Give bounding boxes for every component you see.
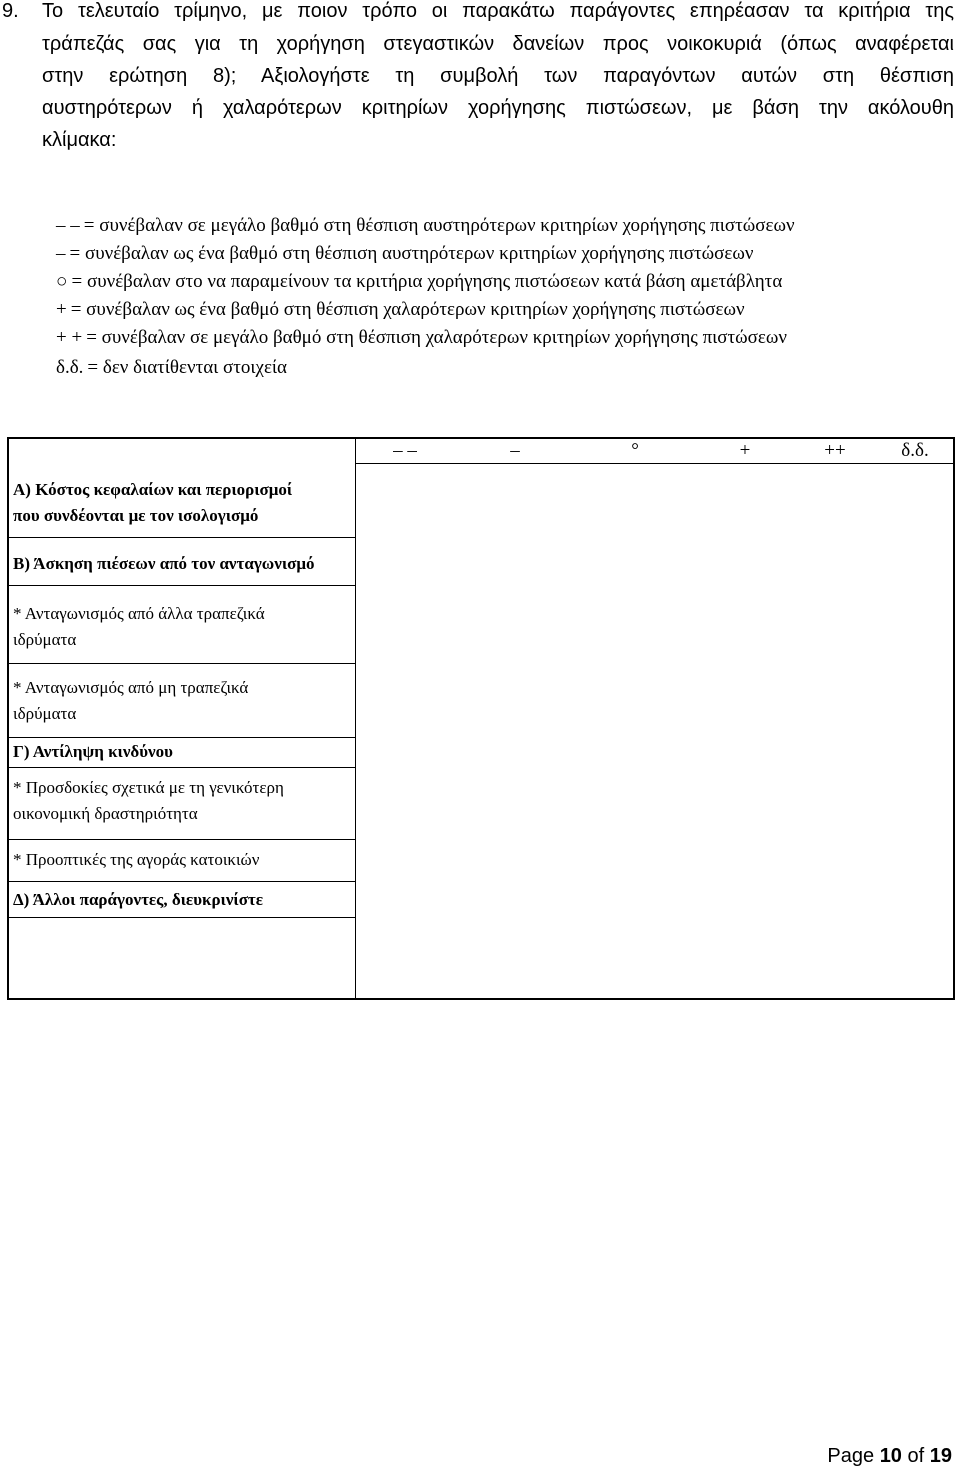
column-header: ++ [824,440,846,461]
table-row-label [13,887,263,913]
legend-symbol: + + [56,327,83,348]
question-line: αυστηρότερων ή χαλαρότερων κριτηρίων χορήγησης πιστώσεων, με βάση την ακόλουθη [42,97,954,119]
row-divider [9,881,355,882]
legend-symbol: – [56,243,66,264]
question-line: Το τελευταίο τρίμηνο, με ποιον τρόπο οι παρακάτω παράγοντες επηρέασαν τα κριτήρια της [42,0,954,22]
row-divider [9,737,355,738]
legend-description: = συνέβαλαν ως ένα βαθμό στη θέσπιση χαλαρότερων κριτηρίων χορήγησης πιστώσεων [70,299,745,320]
column-header: ° [631,440,639,461]
legend-symbol: – – [56,215,80,236]
table-row-label [13,775,284,827]
legend-item [56,214,795,238]
question-number: 9. [2,0,19,22]
row-label-line: * Ανταγωνισμός από άλλα τραπεζικά [13,604,265,623]
question-line: κλίμακα: [42,129,117,151]
table-row-label [13,551,314,577]
row-divider [9,663,355,664]
column-header: + [739,440,751,461]
row-label-line: Α) Κόστος κεφαλαίων και περιορισμοί [13,480,293,499]
of-word: of [907,1445,925,1467]
row-label-line: οικονομική δραστηριότητα [13,804,198,823]
rating-table [7,437,955,1000]
question-block [0,0,958,160]
column-header: – [510,440,520,461]
legend-symbol: + [56,299,67,320]
row-label-line: * Προοπτικές της αγοράς κατοικιών [13,850,260,869]
row-divider [9,585,355,586]
row-label-line: ιδρύματα [13,704,77,723]
row-label-line: που συνδέονται με τον ισολογισμό [13,506,259,525]
legend-description: = συνέβαλαν σε μεγάλο βαθμό στη θέσπιση χαλαρότερων κριτηρίων χορήγησης πιστώσεων [86,327,787,348]
column-divider [355,439,356,998]
row-label-line: ιδρύματα [13,630,77,649]
row-divider [9,917,355,918]
legend-item [56,356,287,380]
legend-description: = συνέβαλαν σε μεγάλο βαθμό στη θέσπιση αυστηρότερων κριτηρίων χορήγησης πιστώσεων [83,215,795,236]
question-line: τράπεζάς σας για τη χορήγηση στεγαστικών δανείων προς νοικοκυριά (όπως αναφέρεται [42,33,954,55]
legend-symbol: δ.δ. [56,357,84,378]
row-label-line: * Προσδοκίες σχετικά με τη γενικότερη [13,778,284,797]
row-divider [9,839,355,840]
row-label-line: Δ) Άλλοι παράγοντες, διευκρινίστε [13,890,264,909]
row-label-line: Γ) Αντίληψη κινδύνου [13,742,173,761]
legend-item [56,298,745,322]
page-word: Page [827,1445,875,1467]
row-label-line: Β) Άσκηση πιέσεων από τον ανταγωνισμό [13,554,315,573]
total-pages: 19 [929,1445,952,1467]
legend-description: = συνέβαλαν στο να παραμείνουν τα κριτήρια χορήγησης πιστώσεων κατά βάση αμετάβλητα [71,271,783,292]
legend-description: = συνέβαλαν ως ένα βαθμό στη θέσπιση αυστηρότερων κριτηρίων χορήγησης πιστώσεων [69,243,754,264]
row-divider [9,767,355,768]
table-row-label [13,847,259,873]
header-divider [355,463,955,464]
table-row-label [13,477,292,529]
legend-description: = δεν διατίθενται στοιχεία [87,357,287,378]
legend-item [56,326,787,350]
column-header: – – [393,440,417,461]
table-row-label [13,675,248,727]
row-divider [9,537,355,538]
column-header: δ.δ. [901,440,929,461]
table-row-label [13,601,265,653]
page-footer [827,1442,952,1470]
row-label-line: * Ανταγωνισμός από μη τραπεζικά [13,678,249,697]
table-row-label [13,739,173,765]
legend-symbol: ○ [56,271,68,292]
legend-item [56,270,782,294]
question-line: στην ερώτηση 8); Αξιολογήστε τη συμβολή των παραγόντων αυτών στη θέσπιση [42,65,954,87]
page-number: 10 [879,1445,902,1467]
legend-item [56,242,753,266]
